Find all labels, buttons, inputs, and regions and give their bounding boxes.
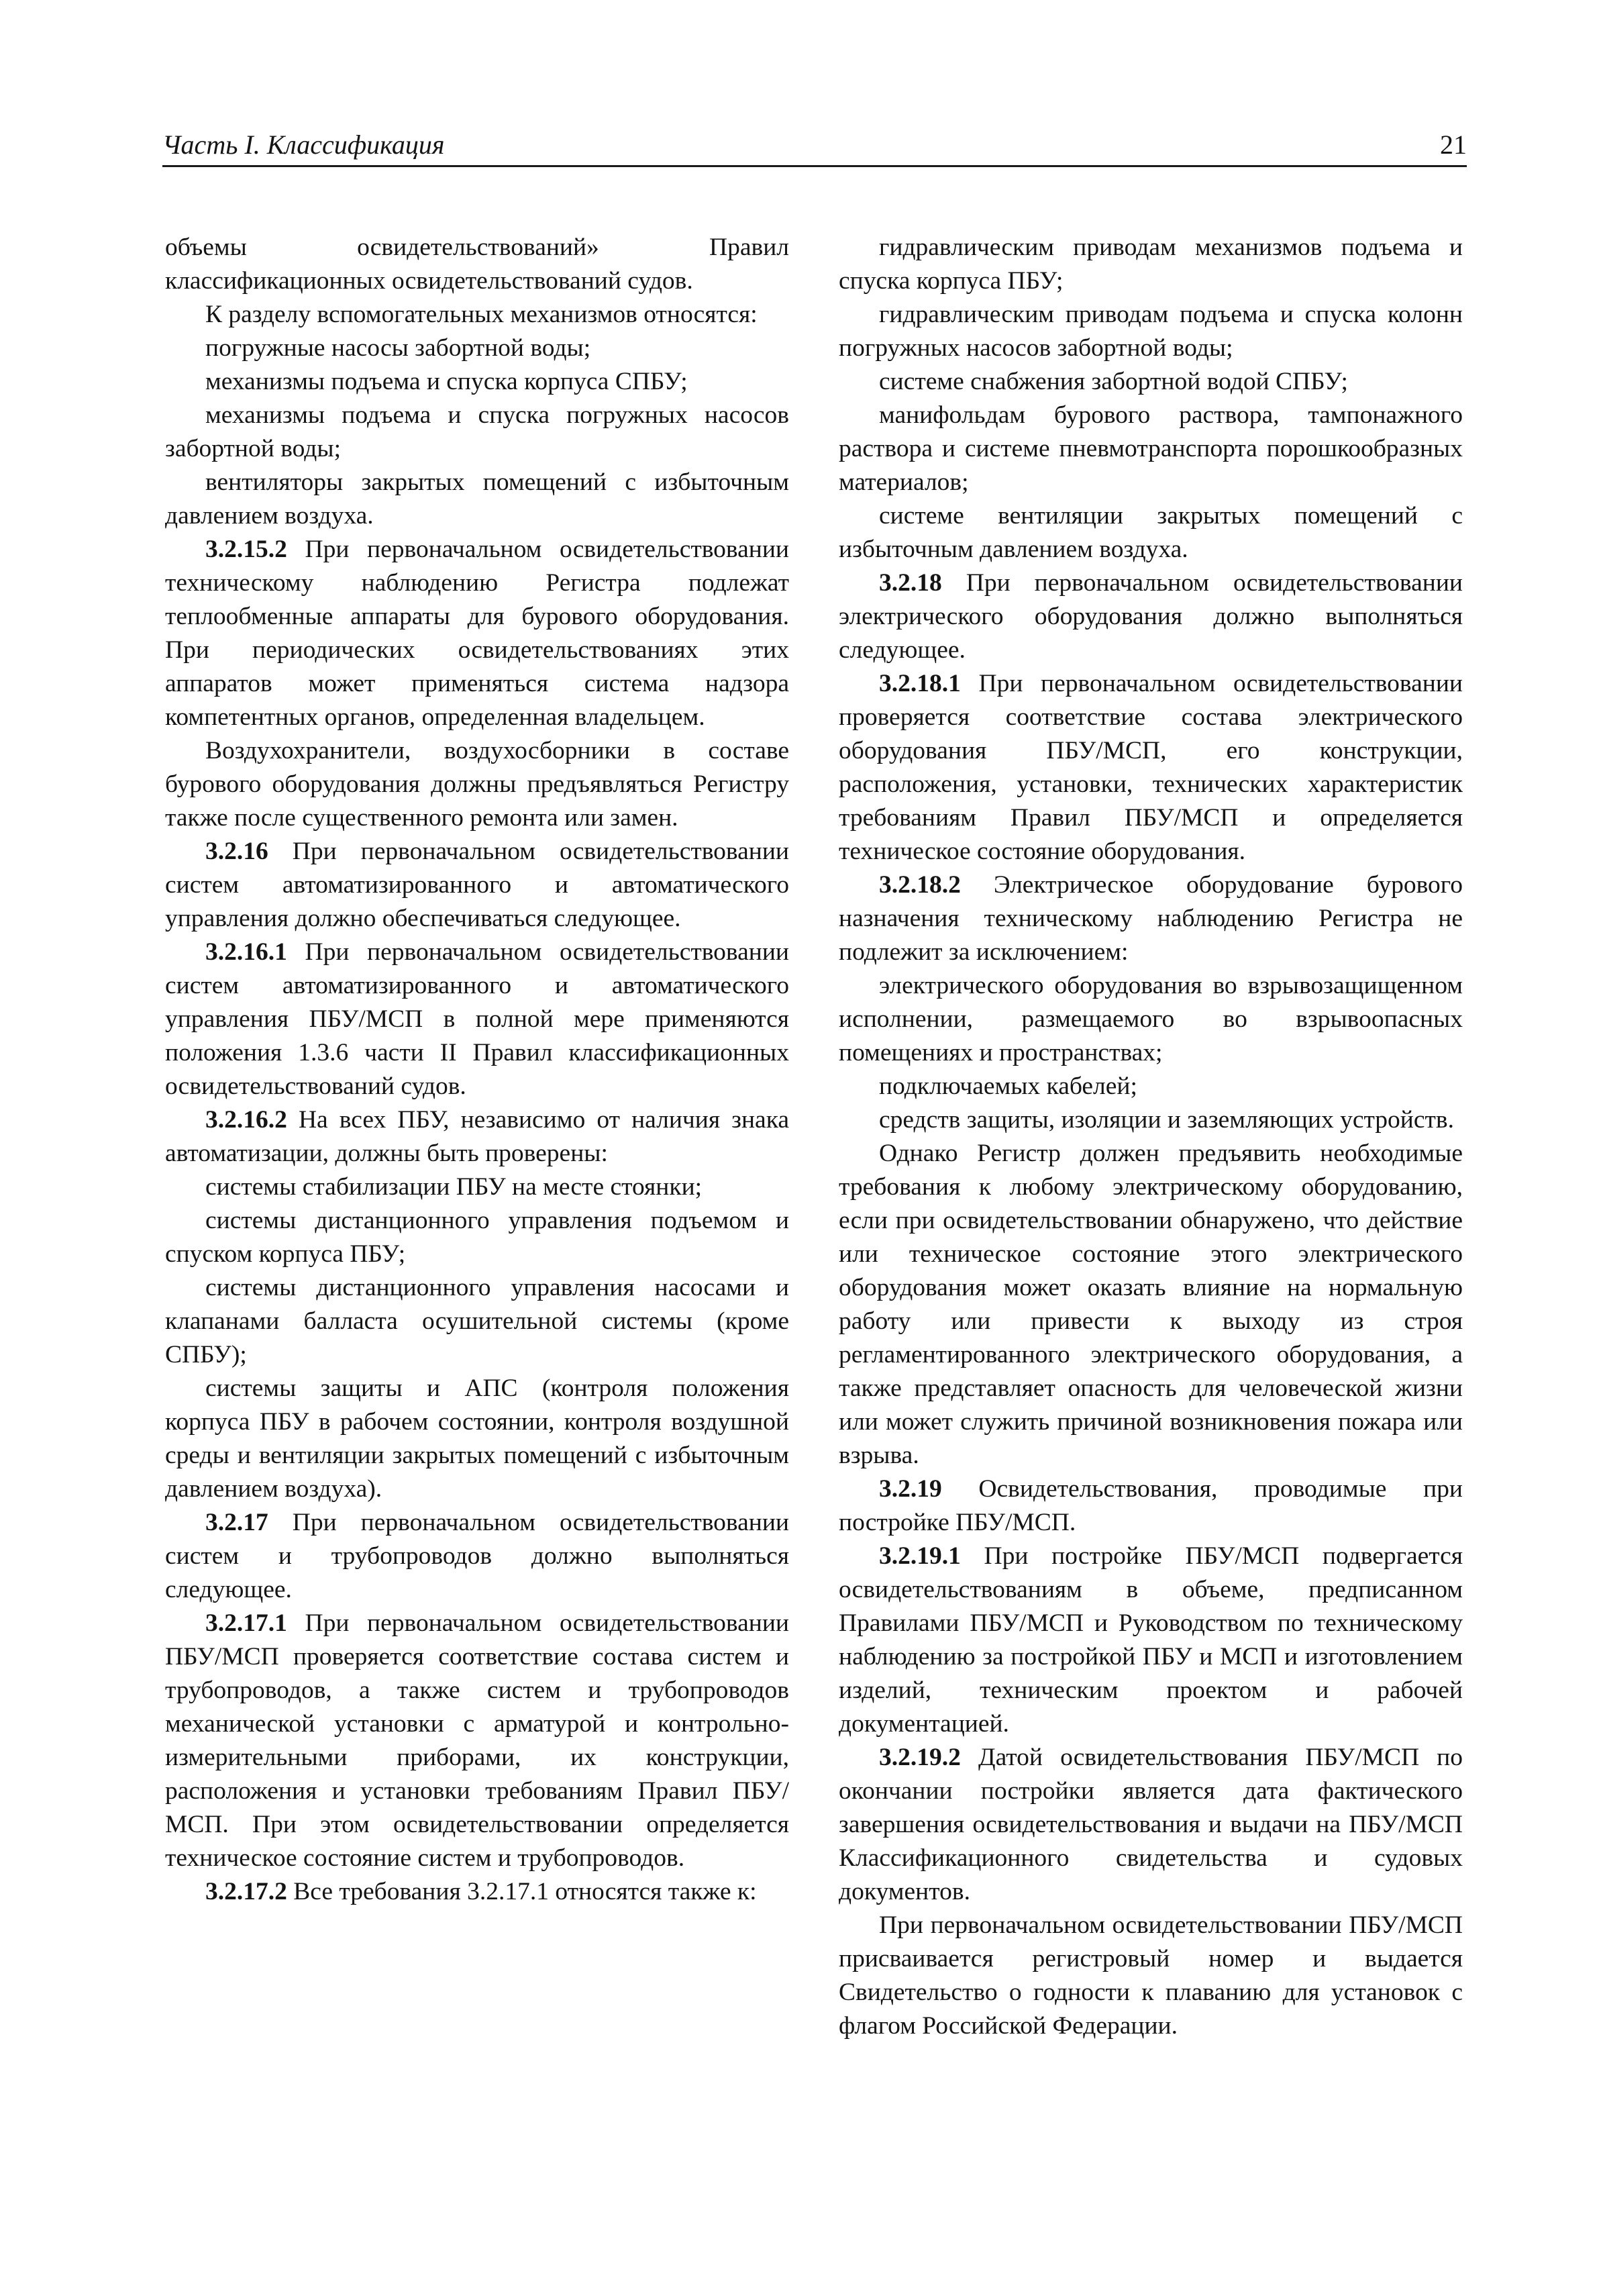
section-number: 3.2.19 [879, 1475, 942, 1503]
paragraph: Однако Регистр должен предъявить необходимые требования к любому электрическому оборудованию, если при освидетельствовании обнаружено, что действие или техническое состояние этого электрического оборудования может оказать влияние на нормальную работу или привести к выходу из строя регламентированного электрического оборудования, а также представляет опасность для человеческой жизни или может служить причиной возникновения пожара или взрыва. [839, 1140, 1463, 1469]
section-number: 3.2.19.2 [879, 1744, 961, 1771]
paragraph [839, 566, 1463, 667]
paragraph [165, 1506, 789, 1607]
section-number: 3.2.18 [879, 569, 942, 597]
paragraph: объемы освидетельствований» Правил классификационных освидетельствований судов. [165, 234, 789, 295]
right-column [839, 231, 1463, 2043]
paragraph-text: Освидетельствования, проводимые при постройке ПБУ/МСП. [839, 1475, 1463, 1536]
paragraph [165, 835, 789, 936]
paragraph-text: При первоначальном освидетельствовании ПБУ/МСП проверяется соответствие состава систем и трубопроводов, а также систем и трубопроводов механической установки с арматурой и контрольно-измерительными приборами, их конструкции, расположения и установки требованиям Правил ПБУ/МСП. При этом освидетельствовании определяется техническое состояние систем и трубопроводов. [165, 1609, 789, 1872]
list-item: гидравлическим приводам подъема и спуска колонн погружных насосов забортной воды; [839, 301, 1463, 362]
section-number: 3.2.16.1 [205, 938, 287, 966]
list-item: системе вентиляции закрытых помещений с избыточным давлением воздуха. [839, 502, 1463, 563]
list-item: системы стабилизации ПБУ на месте стоянки; [205, 1173, 703, 1201]
list-item: механизмы подъема и спуска погружных насосов забортной воды; [165, 401, 789, 462]
section-number: 3.2.18.1 [879, 670, 961, 697]
list-item: вентиляторы закрытых помещений с избыточным давлением воздуха. [165, 468, 789, 530]
paragraph [839, 667, 1463, 868]
page-number: 21 [1440, 130, 1467, 160]
left-column [165, 231, 789, 1909]
paragraph [165, 1875, 789, 1909]
paragraph [839, 1540, 1463, 1741]
header-rule [162, 165, 1467, 167]
paragraph-text: При первоначальном освидетельствовании систем и трубопроводов должно выполняться следующее. [165, 1509, 789, 1603]
list-item: электрического оборудования во взрывозащищенном исполнении, размещаемого во взрывоопасных помещениях и пространствах; [839, 972, 1463, 1066]
paragraph-text: На всех ПБУ, независимо от наличия знака автоматизации, должны быть проверены: [165, 1106, 789, 1167]
section-number: 3.2.15.2 [205, 536, 287, 563]
list-item: системе снабжения забортной водой СПБУ; [879, 368, 1348, 395]
paragraph [165, 533, 789, 734]
paragraph-text: При первоначальном освидетельствовании техническому наблюдению Регистра подлежат теплообменные аппараты для бурового оборудования. При периодических освидетельствованиях этих аппаратов может применяться система надзора компетентных органов, определенная владельцем. [165, 536, 789, 731]
paragraph [165, 1103, 789, 1170]
list-item: механизмы подъема и спуска корпуса СПБУ; [205, 368, 688, 395]
paragraph: Воздухохранители, воздухосборники в составе бурового оборудования должны предъявляться Регистру также после существенного ремонта или замен. [165, 737, 789, 832]
paragraph [165, 936, 789, 1103]
paragraph-text: При постройке ПБУ/МСП подвергается освидетельствованиям в объеме, предписанном Правилами ПБУ/МСП и Руководством по техническому наблюдению за постройкой ПБУ и МСП и изготовлением изделий, техническим проектом и рабочей документацией. [839, 1542, 1463, 1738]
section-number: 3.2.17 [205, 1509, 268, 1536]
list-item: гидравлическим приводам механизмов подъема и спуска корпуса ПБУ; [839, 234, 1463, 295]
paragraph-text: При первоначальном освидетельствовании систем автоматизированного и автоматического управления должно обеспечиваться следующее. [165, 838, 789, 932]
list-item: подключаемых кабелей; [879, 1072, 1137, 1100]
list-item: системы дистанционного управления насосами и клапанами балласта осушительной системы (кроме СПБУ); [165, 1274, 789, 1368]
paragraph-text: Электрическое оборудование бурового назначения техническому наблюдению Регистра не подлежит за исключением: [839, 871, 1463, 966]
section-number: 3.2.16 [205, 838, 268, 865]
list-item: системы дистанционного управления подъемом и спуском корпуса ПБУ; [165, 1207, 789, 1268]
paragraph: При первоначальном освидетельствовании ПБУ/МСП присваивается регистровый номер и выдается Свидетельство о годности к плаванию для установок с флагом Российской Федерации. [839, 1911, 1463, 2040]
section-number: 3.2.16.2 [205, 1106, 287, 1134]
section-number: 3.2.17.2 [205, 1878, 287, 1905]
paragraph-text: Все требования 3.2.17.1 относятся также к: [287, 1878, 757, 1905]
list-item: манифольдам бурового раствора, тампонажного раствора и системе пневмотранспорта порошкообразных материалов; [839, 401, 1463, 496]
list-item: системы защиты и АПС (контроля положения корпуса ПБУ в рабочем состоянии, контроля воздушной среды и вентиляции закрытых помещений с избыточным давлением воздуха). [165, 1375, 789, 1503]
header-title: Часть I. Классификация [162, 130, 445, 160]
paragraph [839, 1741, 1463, 1909]
section-number: 3.2.19.1 [879, 1542, 961, 1570]
paragraph [165, 1607, 789, 1875]
running-header [162, 128, 1467, 169]
paragraph: К разделу вспомогательных механизмов относятся: [205, 301, 758, 328]
list-item: погружные насосы забортной воды; [205, 334, 591, 362]
section-number: 3.2.18.2 [879, 871, 961, 899]
paragraph-text: При первоначальном освидетельствовании электрического оборудования должно выполняться следующее. [839, 569, 1463, 664]
paragraph-text: При первоначальном освидетельствовании проверяется соответствие состава электрического оборудования ПБУ/МСП, его конструкции, расположения, установки, технических характеристик требованиям Правил ПБУ/МСП и определяется техническое состояние оборудования. [839, 670, 1463, 865]
section-number: 3.2.17.1 [205, 1609, 287, 1637]
list-item: средств защиты, изоляции и заземляющих устройств. [879, 1106, 1454, 1134]
paragraph [839, 1473, 1463, 1540]
paragraph [839, 868, 1463, 969]
paragraph-text: При первоначальном освидетельствовании систем автоматизированного и автоматического управления ПБУ/МСП в полной мере применяются положения 1.3.6 части II Правил классификационных освидетельствований судов. [165, 938, 789, 1100]
paragraph-text: Датой освидетельствования ПБУ/МСП по окончании постройки является дата фактического завершения освидетельствования и выдачи на ПБУ/МСП Классификационного свидетельства и судовых документов. [839, 1744, 1463, 1905]
